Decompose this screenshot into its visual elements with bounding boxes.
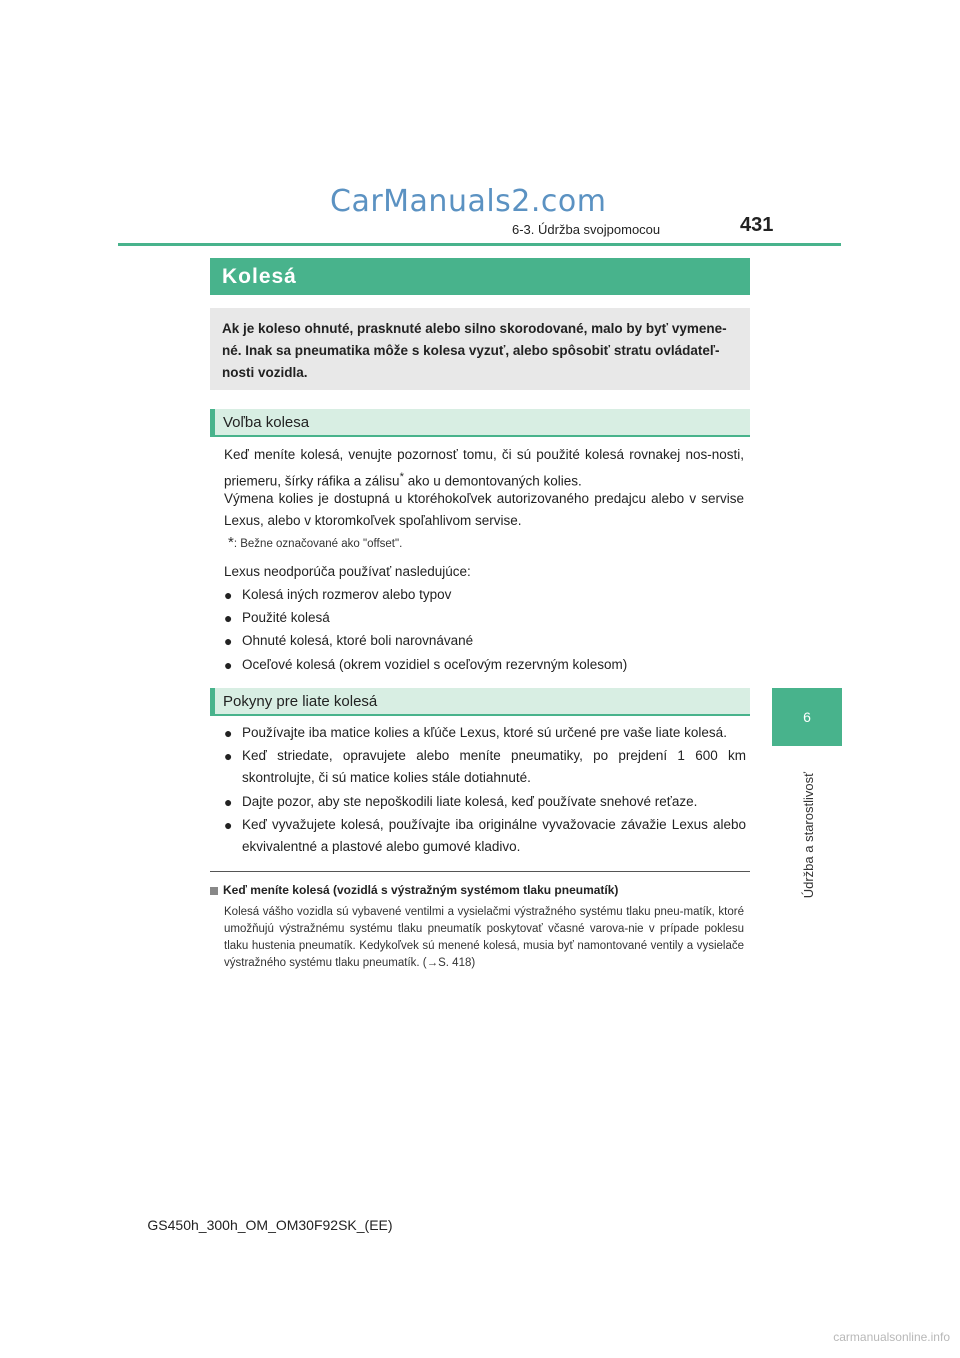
chapter-number: 6 xyxy=(803,709,811,725)
footer-doc-code: GS450h_300h_OM_OM30F92SK_(EE) xyxy=(147,1217,393,1233)
intro-text: Ak je koleso ohnuté, prasknuté alebo silno skorodované, malo by byť vymene-né. Inak sa pneumatika môže s kolesa vyzuť, alebo spôsobiť stratu ovládateľ-nosti vozidla. xyxy=(222,321,727,380)
section-heading-alloy-wheels: Pokyny pre liate kolesá xyxy=(210,688,750,716)
bullet-icon: ● xyxy=(224,610,233,626)
section-header: 6-3. Údržba svojpomocou xyxy=(512,222,661,237)
paragraph-replacement: Výmena kolies je dostupná u ktoréhokoľvek autorizovaného predajcu alebo v servise Lexus, alebo v ktoromkoľvek spoľahlivom servise. xyxy=(224,491,744,528)
bullet-icon: ● xyxy=(224,748,233,764)
list-item-text: Ohnuté kolesá, ktoré boli narovnávané xyxy=(242,633,474,648)
note-heading-text: Keď meníte kolesá (vozidlá s výstražným systémom tlaku pneumatík) xyxy=(223,883,619,897)
footnote-text: : Bežne označované ako "offset". xyxy=(233,538,403,550)
chapter-label-text: Údržba a starostlivosť xyxy=(800,771,816,899)
watermark-bottom: carmanualsonline.info xyxy=(833,1330,950,1344)
list-item xyxy=(224,745,746,789)
paragraph-not-recommended: Lexus neodporúča používať nasledujúce: xyxy=(224,564,471,579)
bullet-icon: ● xyxy=(224,817,233,833)
list-item-text: Používajte iba matice kolies a kľúče Lexus, ktoré sú určené pre vaše liate kolesá. xyxy=(242,725,727,740)
list-item xyxy=(224,584,746,606)
note-body: Kolesá vášho vozidla sú vybavené ventilmi a vysielačmi výstražného systému tlaku pneu-matík, ktoré umožňujú výstražnému systému tlaku pneumatík poskytovať včasné varova-nie v prípade poklesu tlaku hustenia pneumatík. Kedykoľvek sú menené kolesá, musia byť namontované ventily a vysielače výstražného systému tlaku pneumatík. (→S. 418) xyxy=(224,906,744,969)
watermark-logo: CarManuals2.com xyxy=(330,184,607,219)
list-item xyxy=(224,722,746,744)
intro-box xyxy=(210,308,750,390)
list-item-text: Kolesá iných rozmerov alebo typov xyxy=(242,587,452,602)
page-title: Kolesá xyxy=(210,258,750,295)
list-item xyxy=(224,630,746,652)
bullet-icon: ● xyxy=(224,587,233,603)
bullet-icon: ● xyxy=(224,794,233,810)
chapter-side-label xyxy=(780,760,836,910)
bullet-icon: ● xyxy=(224,725,233,741)
paragraph-part-b: ako u demontovaných kolies. xyxy=(403,473,582,489)
list-item-text: Keď vyvažujete kolesá, používajte iba originálne vyvažovacie závažie Lexus alebo ekvivalentné a plastové alebo gumové kladivo. xyxy=(242,817,746,854)
bullet-icon: ● xyxy=(224,657,233,673)
page-number: 431 xyxy=(740,214,774,236)
section-heading-wheel-choice: Voľba kolesa xyxy=(210,409,750,437)
footnote-offset xyxy=(228,534,738,553)
list-item-text: Dajte pozor, aby ste nepoškodili liate kolesá, keď používate snehové reťaze. xyxy=(242,794,698,809)
list-item-text: Použité kolesá xyxy=(242,610,330,625)
square-bullet-icon xyxy=(210,887,218,895)
paragraph-wheel-choice xyxy=(224,444,744,493)
asterisk-mark: * xyxy=(399,471,404,483)
section-divider xyxy=(210,871,750,872)
list-item-text: Oceľové kolesá (okrem vozidiel s oceľovým rezervným kolesom) xyxy=(242,657,628,672)
list-item xyxy=(224,607,746,629)
footnote-asterisk: * xyxy=(228,534,234,551)
note-heading xyxy=(210,881,750,899)
list-item-text: Keď striedate, opravujete alebo meníte pneumatiky, po prejdení 1 600 km skontrolujte, či sú matice kolies stále dotiahnuté. xyxy=(242,748,746,785)
list-item xyxy=(224,814,746,858)
bullet-icon: ● xyxy=(224,633,233,649)
paragraph-part-a: Keď meníte kolesá, venujte pozornosť tomu, či sú použité kolesá rovnakej nos-nosti, priemeru, šírky ráfika a zálisu xyxy=(224,447,744,489)
chapter-tab xyxy=(772,688,842,746)
list-item xyxy=(224,791,746,813)
header-rule xyxy=(118,243,841,246)
list-item xyxy=(224,654,746,676)
